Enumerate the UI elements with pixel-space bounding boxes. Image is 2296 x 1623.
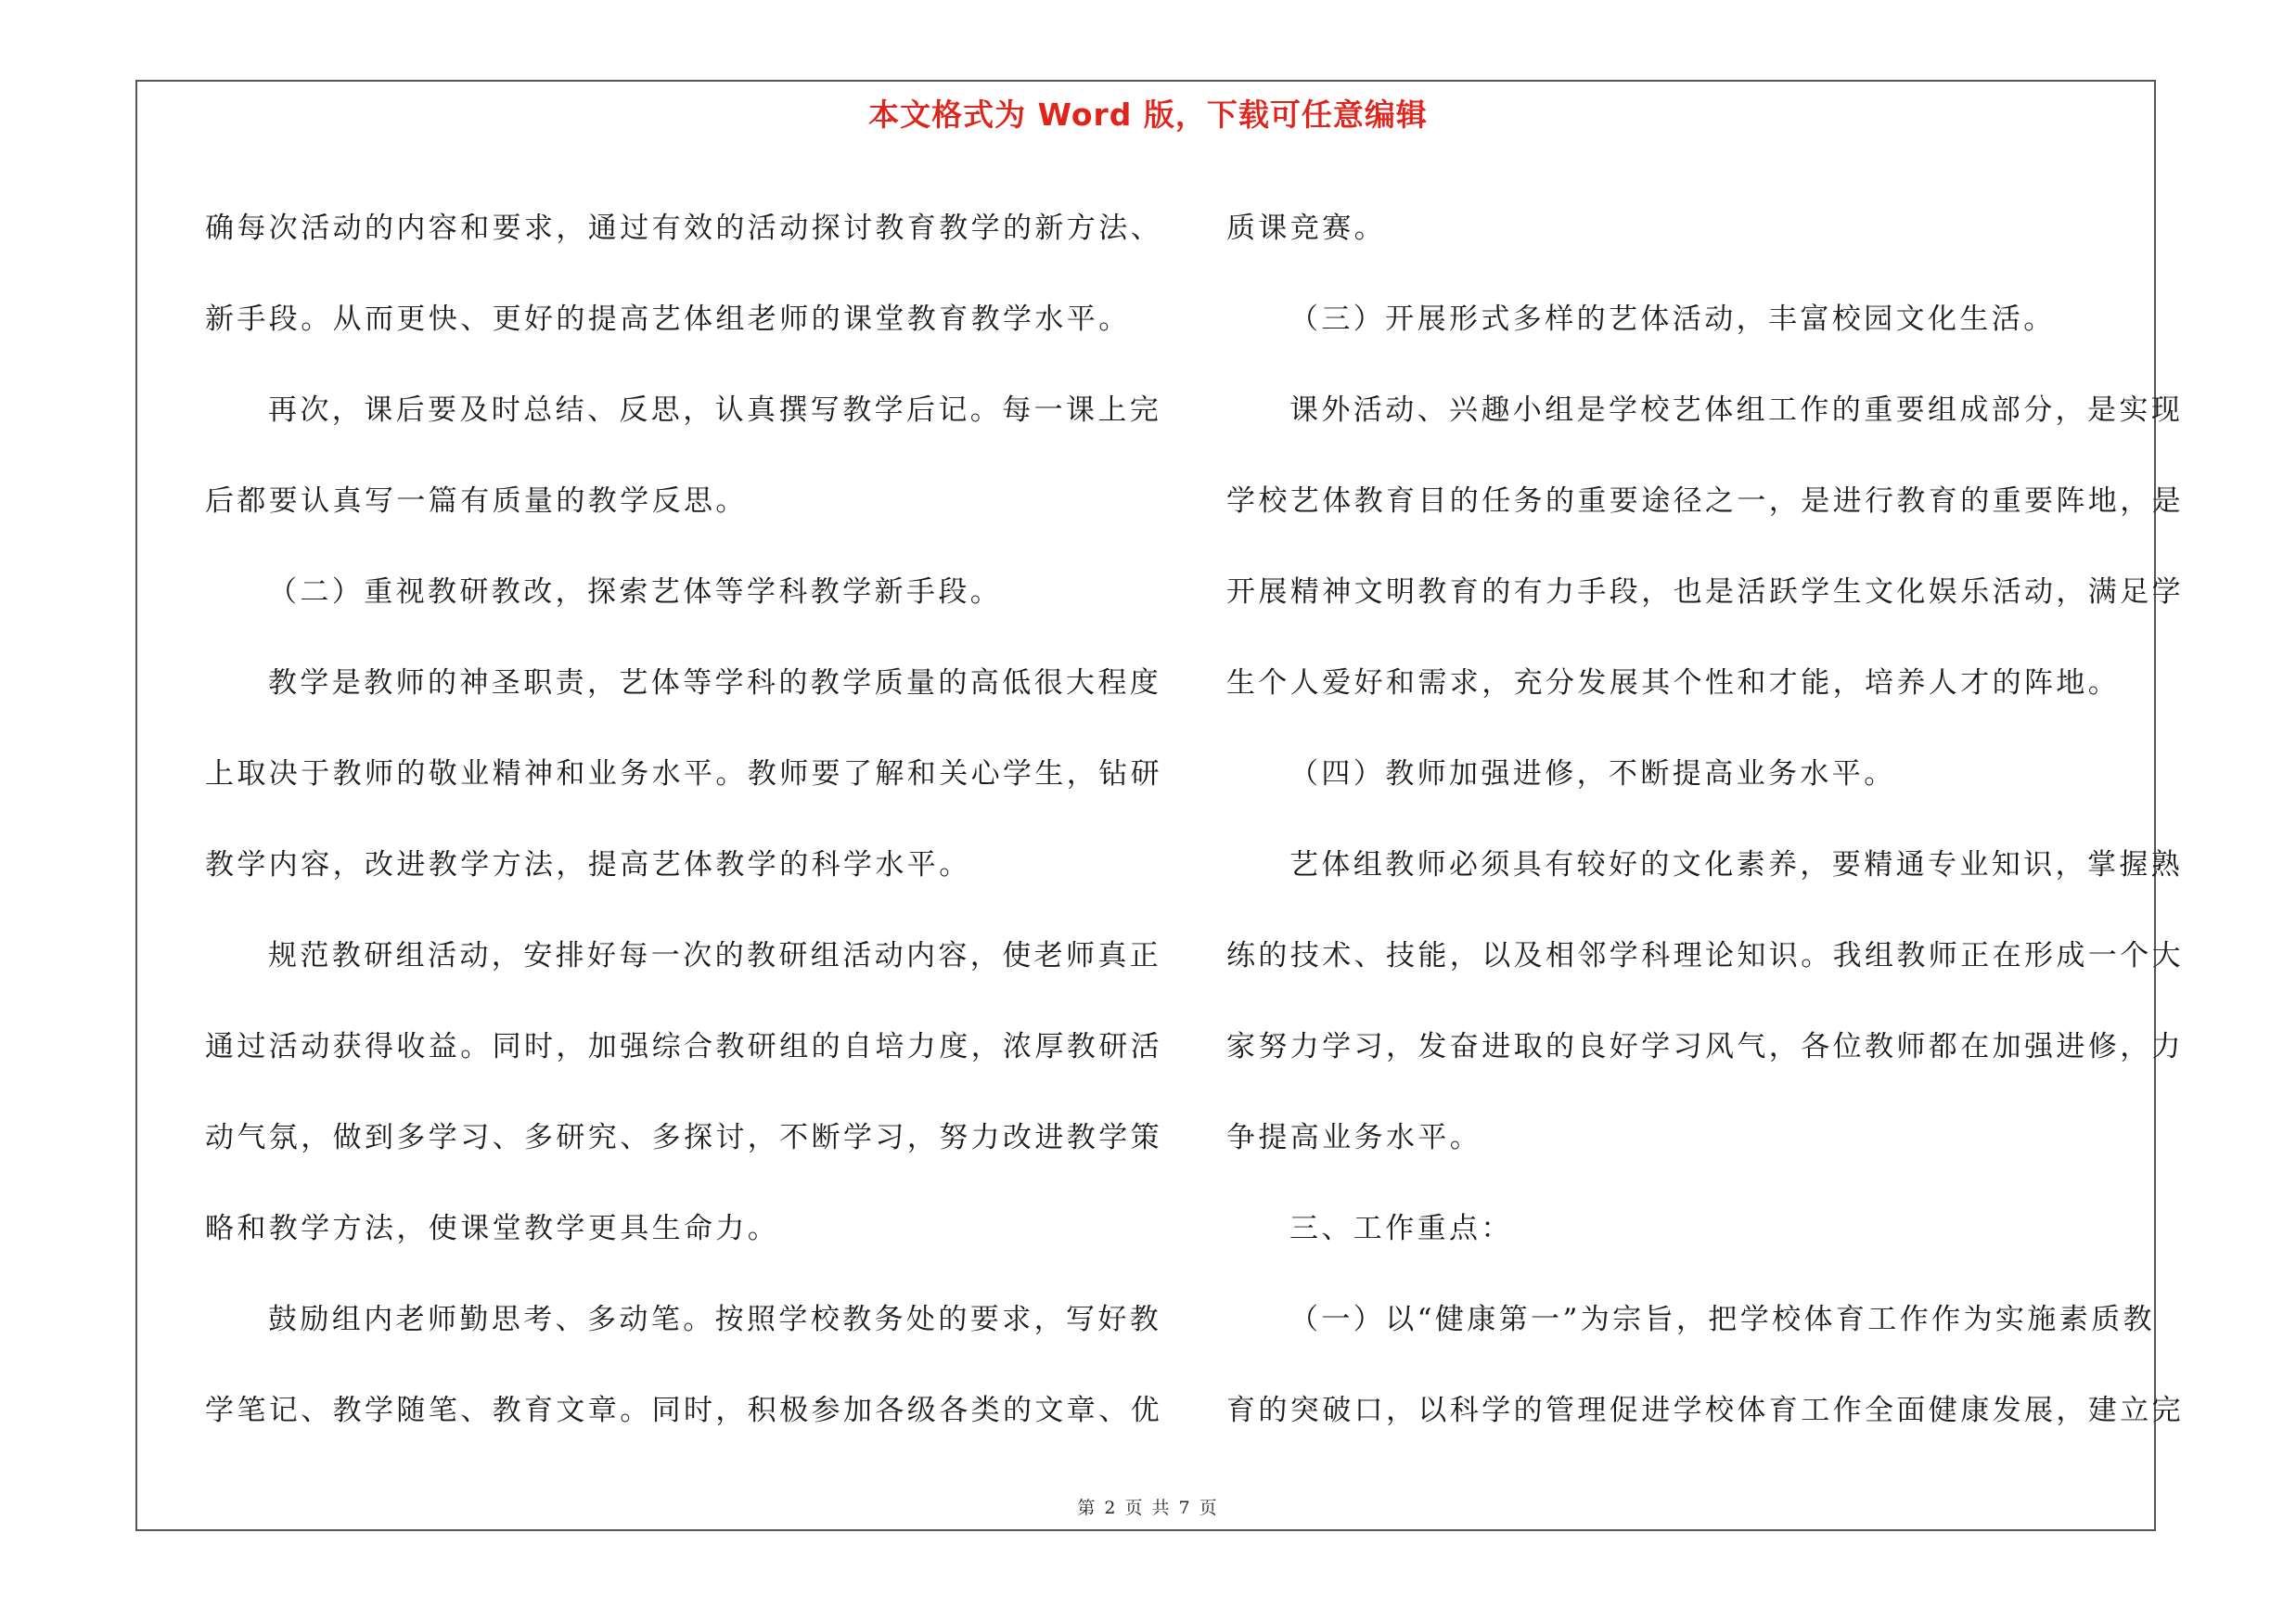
text-line: 教学内容，改进教学方法，提高艺体教学的科学水平。 xyxy=(205,848,971,882)
text-line: 确每次活动的内容和要求，通过有效的活动探讨教育教学的新方法、 xyxy=(205,212,1162,245)
text-line: 上取决于教师的敬业精神和业务水平。教师要了解和关心学生，钻研 xyxy=(205,757,1162,791)
text-line: 通过活动获得收益。同时，加强综合教研组的自培力度，浓厚教研活 xyxy=(205,1030,1162,1063)
section-heading: 三、工作重点： xyxy=(1289,1212,1513,1245)
text-line: 新手段。从而更快、更好的提高艺体组老师的课堂教育教学水平。 xyxy=(205,303,1131,336)
paragraph-start: 课外活动、兴趣小组是学校艺体组工作的重要组成部分，是实现 xyxy=(1289,393,2184,427)
left-text-column xyxy=(205,183,1162,1456)
text-line: 后都要认真写一篇有质量的教学反思。 xyxy=(205,484,748,518)
text-line: 生个人爱好和需求，充分发展其个性和才能，培养人才的阵地。 xyxy=(1226,666,2121,700)
paragraph-start: （一）以“健康第一”为宗旨，把学校体育工作作为实施素质教 xyxy=(1289,1303,2155,1336)
text-line: 开展精神文明教育的有力手段，也是活跃学生文化娱乐活动，满足学 xyxy=(1226,575,2184,609)
text-line: 动气氛，做到多学习、多研究、多探讨，不断学习，努力改进教学策 xyxy=(205,1121,1162,1154)
right-text-column xyxy=(1226,183,2184,1456)
paragraph-start: 鼓励组内老师勤思考、多动笔。按照学校教务处的要求，写好教 xyxy=(268,1303,1162,1336)
paragraph-start: 规范教研组活动，安排好每一次的教研组活动内容，使老师真正 xyxy=(268,939,1162,973)
text-line: 质课竞赛。 xyxy=(1226,212,1386,245)
text-line: 家努力学习，发奋进取的良好学习风气，各位教师都在加强进修，力 xyxy=(1226,1030,2184,1063)
paragraph-start: 艺体组教师必须具有较好的文化素养，要精通专业知识，掌握熟 xyxy=(1289,848,2184,882)
section-heading: （二）重视教研教改，探索艺体等学科教学新手段。 xyxy=(268,575,1003,609)
section-heading: （三）开展形式多样的艺体活动，丰富校园文化生活。 xyxy=(1289,303,2056,336)
format-notice-banner: 本文格式为 Word 版，下载可任意编辑 xyxy=(868,97,1428,133)
text-line: 育的突破口，以科学的管理促进学校体育工作全面健康发展，建立完 xyxy=(1226,1394,2184,1427)
paragraph-start: 再次，课后要及时总结、反思，认真撰写教学后记。每一课上完 xyxy=(268,393,1162,427)
section-heading: （四）教师加强进修，不断提高业务水平。 xyxy=(1289,757,1896,791)
text-line: 学笔记、教学随笔、教育文章。同时，积极参加各级各类的文章、优 xyxy=(205,1394,1162,1427)
paragraph-start: 教学是教师的神圣职责，艺体等学科的教学质量的高低很大程度 xyxy=(268,666,1162,700)
page-number-footer: 第 2 页 共 7 页 xyxy=(1077,1498,1219,1518)
text-line: 略和教学方法，使课堂教学更具生命力。 xyxy=(205,1212,780,1245)
text-line: 学校艺体教育目的任务的重要途径之一，是进行教育的重要阵地，是 xyxy=(1226,484,2184,518)
text-line: 练的技术、技能，以及相邻学科理论知识。我组教师正在形成一个大 xyxy=(1226,939,2184,973)
text-line: 争提高业务水平。 xyxy=(1226,1121,1482,1154)
